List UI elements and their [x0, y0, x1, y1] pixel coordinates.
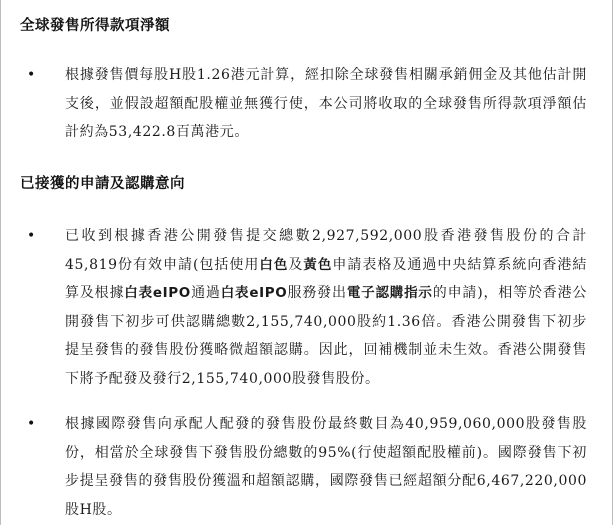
text-segment: 通過: [190, 285, 221, 302]
bullet-icon: •: [27, 228, 36, 244]
bold-term-white-eipo: 白表eIPO: [124, 285, 191, 302]
text-segment: 已收到根據香港公開發售提交總數2,927,592,000股香港發售股份的合計45,819份有效申請(包括使用: [65, 228, 587, 273]
section-heading-net-proceeds: 全球發售所得款項淨額: [20, 18, 170, 34]
bold-term-yellow: 黃色: [303, 256, 333, 273]
bold-term-electronic-instructions: 電子認購指示: [346, 285, 433, 302]
bold-term-white-eipo-service: 白表eIPO: [220, 285, 288, 302]
bullet-icon: •: [27, 67, 36, 83]
paragraph-international-offering: 根據國際發售向承配人配發的發售股份最終數目為40,959,060,000股發售股份，相當於全球發售下發售股份總數的95%(行使超額配股權前)。國際發售下初步提呈發售的發售股份獲溫和超額認購，國際發售已經超額分配6,467,220,000股H股。: [65, 416, 587, 518]
list-item-international-offering: [27, 410, 611, 524]
paragraph-hk-public-offering: [27, 222, 587, 394]
text-segment: 申請表格及通過中央結算系統向香港結算及根據: [65, 256, 587, 302]
list-item-hk-public-offering: [27, 222, 611, 394]
text-segment: 及: [288, 256, 304, 273]
text-segment: 服務發出: [287, 285, 347, 302]
paragraph-net-proceeds: 根據發售價每股H股1.26港元計算，經扣除全球發售相關承銷佣金及其他估計開支後，並假設超額配股權並無獲行使，本公司將收取的全球發售所得款項淨額估計約為53,422.8百萬港元。: [65, 67, 587, 141]
text-segment: 的申請)，相等於香港公開發售下初步可供認購總數2,155,740,000股約1.36倍。香港公開發售下初步提呈發售的發售股份獲略微超額認購。因此，回補機制並未生效。香港公開發售下將予配發及發行2,155,740,000股發售股份。: [65, 285, 587, 387]
bold-term-white: 白色: [259, 256, 289, 273]
list-item-net-proceeds: [27, 61, 611, 147]
section-heading-applications: 已接獲的申請及認購意向: [20, 176, 185, 192]
bullet-icon: •: [27, 416, 36, 432]
